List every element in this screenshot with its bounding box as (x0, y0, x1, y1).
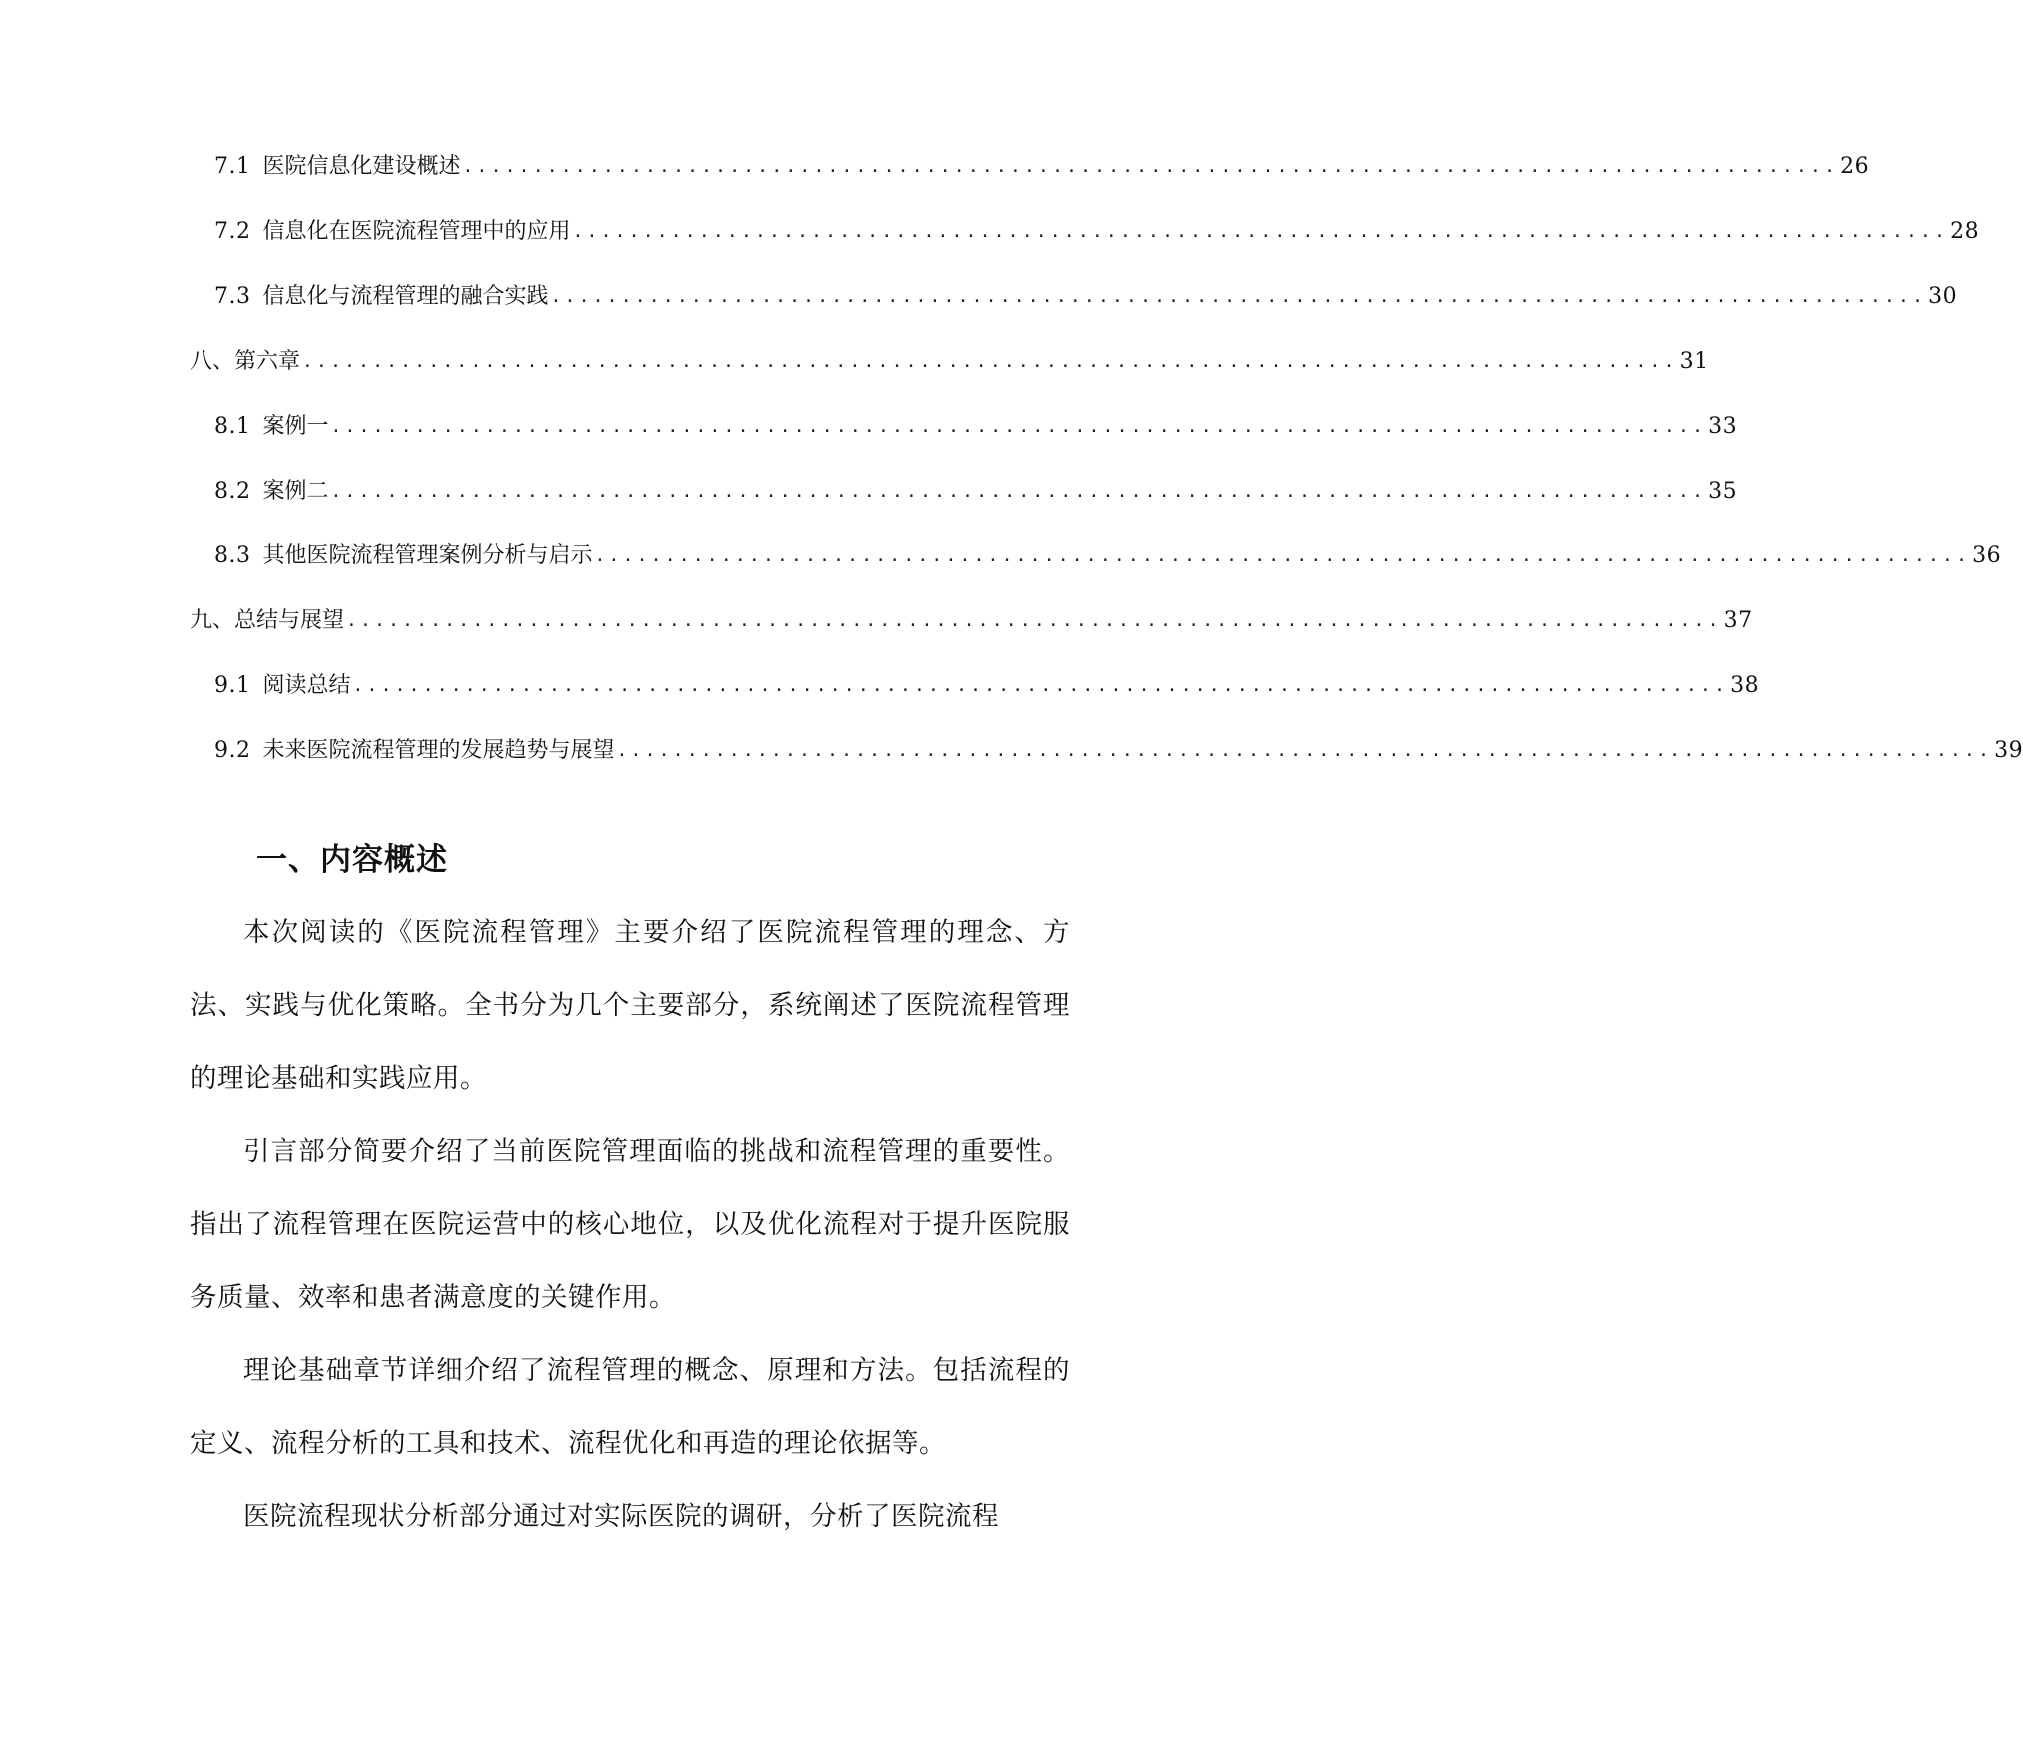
toc-entry-page: 39 (1994, 738, 2023, 763)
toc-entry-number: 7.1 (214, 154, 251, 179)
toc-entry-title: 其他医院流程管理案例分析与启示 (262, 543, 593, 568)
toc-entry-number: 9.2 (214, 738, 251, 763)
toc-dot-leader: .................................................................................................. (616, 740, 1993, 761)
toc-entry-number: 7.2 (214, 219, 251, 244)
toc-entry-number: 8.2 (214, 479, 251, 504)
toc-entry-title: 信息化在医院流程管理中的应用 (262, 219, 571, 244)
toc-dot-leader: .................................................................................................. (550, 286, 1927, 307)
toc-entry[interactable] (214, 406, 1738, 442)
toc-dot-leader: .................................................................................................. (352, 675, 1729, 696)
section-body (190, 896, 1070, 1553)
toc-entry[interactable] (214, 665, 1760, 701)
section-heading: 一、内容概述 (256, 842, 448, 878)
toc-dot-leader: .................................................................................................. (302, 351, 1678, 372)
toc-entry[interactable] (214, 730, 2023, 766)
toc-entry-page: 30 (1928, 284, 1958, 309)
toc-entry-title: 未来医院流程管理的发展趋势与展望 (262, 738, 615, 763)
toc-entry-page: 36 (1972, 543, 2002, 568)
toc-entry-title: 八、第六章 (190, 349, 301, 374)
toc-entry-number: 7.3 (214, 284, 251, 309)
body-paragraph: 理论基础章节详细介绍了流程管理的概念、原理和方法。包括流程的定义、流程分析的工具和技术、流程优化和再造的理论依据等。 (190, 1355, 1070, 1459)
toc-entry[interactable] (214, 211, 1980, 247)
toc-entry[interactable] (190, 341, 1709, 377)
toc-entry-number: 9.1 (214, 673, 251, 698)
toc-entry-page: 28 (1950, 219, 1980, 244)
toc-entry-title: 案例二 (262, 479, 329, 504)
toc-dot-leader: .................................................................................................. (594, 545, 1971, 566)
toc-entry[interactable] (214, 471, 1738, 507)
body-paragraph: 引言部分简要介绍了当前医院管理面临的挑战和流程管理的重要性。指出了流程管理在医院运营中的核心地位，以及优化流程对于提升医院服务质量、效率和患者满意度的关键作用。 (190, 1136, 1070, 1313)
toc-entry-title: 阅读总结 (262, 673, 351, 698)
toc-entry[interactable] (190, 600, 1753, 636)
toc-entry-page: 26 (1840, 154, 1870, 179)
toc-entry-title: 九、总结与展望 (190, 608, 345, 633)
toc-entry[interactable] (214, 276, 1958, 312)
toc-entry[interactable] (214, 146, 1870, 182)
toc-entry-title: 医院信息化建设概述 (262, 154, 461, 179)
toc-entry-page: 35 (1708, 479, 1738, 504)
toc-entry-page: 37 (1723, 608, 1753, 633)
toc-entry-title: 信息化与流程管理的融合实践 (262, 284, 549, 309)
toc-dot-leader: .................................................................................................. (462, 156, 1839, 177)
toc-dot-leader: .................................................................................................. (346, 610, 1722, 631)
toc-dot-leader: .................................................................................................. (572, 221, 1949, 242)
toc-dot-leader: .................................................................................................. (330, 481, 1707, 502)
toc-entry[interactable] (214, 535, 2002, 571)
toc-entry-number: 8.3 (214, 543, 251, 568)
toc-entry-number: 8.1 (214, 414, 251, 439)
toc-entry-page: 33 (1708, 414, 1738, 439)
toc-entry-page: 38 (1730, 673, 1760, 698)
toc-entry-title: 案例一 (262, 414, 329, 439)
toc-dot-leader: .................................................................................................. (330, 416, 1707, 437)
body-paragraph: 医院流程现状分析部分通过对实际医院的调研，分析了医院流程 (243, 1501, 999, 1532)
toc-entry-page: 31 (1679, 349, 1709, 374)
body-paragraph: 本次阅读的《医院流程管理》主要介绍了医院流程管理的理念、方法、实践与优化策略。全书分为几个主要部分，系统阐述了医院流程管理的理论基础和实践应用。 (190, 917, 1070, 1094)
